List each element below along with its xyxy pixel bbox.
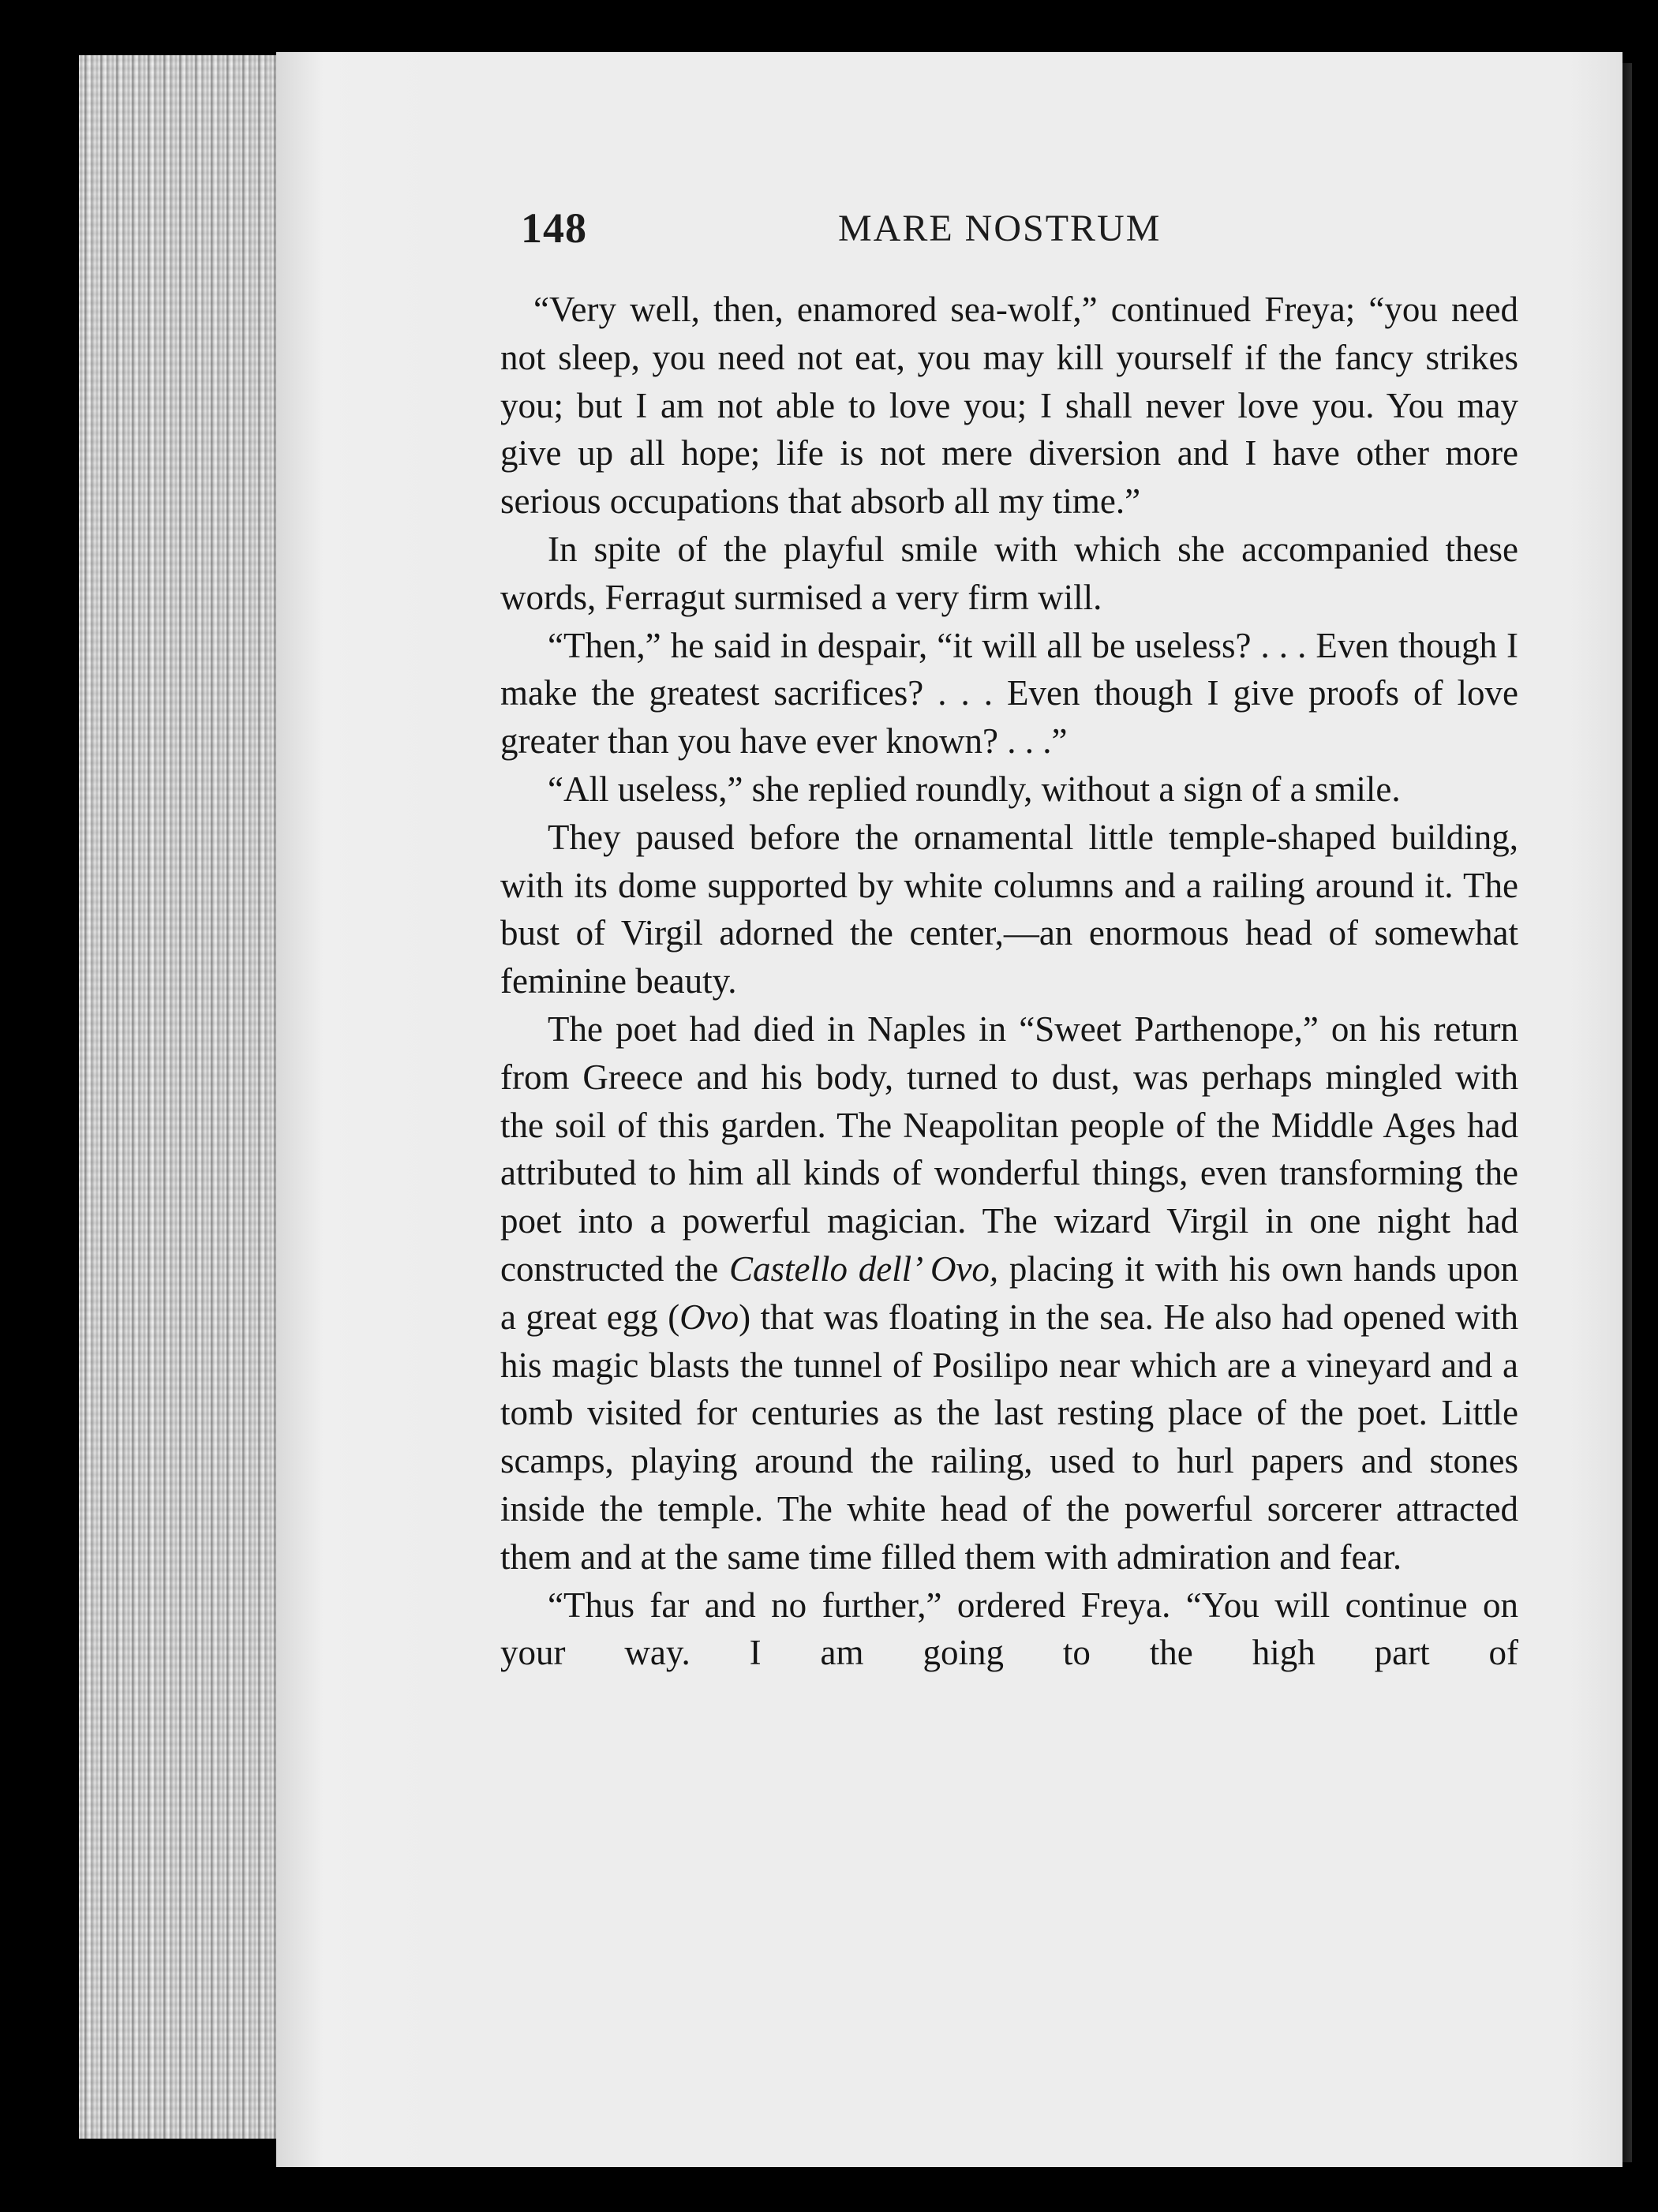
paragraph-text: “All useless,” she replied roundly, without a sign of a smile. — [548, 769, 1401, 809]
paragraph-text: They paused before the ornamental little temple-shaped building, with its dome supported by white columns and a railing around it. The bust of Virgil adorned the center,—an enormous head of somewhat feminine beauty. — [500, 817, 1518, 1001]
paragraph-3 — [500, 622, 1518, 765]
paragraph-text: ) that was floating in the sea. He also had opened with his magic blasts the tunnel of Posilipo near which are a vineyard and a tomb visited for centuries as the last resting place of the poet. Little scamps, playing around the railing, used to hurl papers and stones inside the temple. The white head of the powerful sorcerer attracted them and at the same time filled them with admiration and fear. — [500, 1297, 1518, 1577]
paragraph-5 — [500, 814, 1518, 1005]
book-title: MARE NOSTRUM — [838, 208, 1162, 249]
paragraph-text: “Thus far and no further,” ordered Freya. “You will continue on your way. I am going to the high part of — [500, 1585, 1518, 1673]
paragraph-text: “Then,” he said in despair, “it will all be useless? . . . Even though I make the greatest sacrifices? . . . Even though I give proofs of love greater than you have ever known? . . .” — [500, 625, 1518, 762]
page-number: 148 — [521, 204, 587, 252]
italic-word: Ovo — [679, 1297, 739, 1337]
paragraph-text: In spite of the playful smile with which she accompanied these words, Ferragut surmised a very firm will. — [500, 529, 1518, 617]
paragraph-text: placing it with his own hands upon a great egg ( — [500, 1248, 1518, 1337]
paragraph-4 — [500, 765, 1518, 814]
page-edges — [79, 55, 284, 2139]
paragraph-2 — [500, 526, 1518, 622]
paragraph-text: “Very well, then, enamored sea-wolf,” continued Freya; “you need not sleep, you need not eat, you may kill yourself if the fancy strikes you; but I am not able to love you; I shall never love you. You may give up all hope; life is not mere diversion and I have other more serious occupations that absorb all my time.” — [500, 290, 1518, 522]
body-text — [500, 286, 1518, 1677]
paragraph-text: The poet had died in Naples in “Sweet Parthenope,” on his return from Greece and his body, turned to dust, was perhaps mingled with the soil of this garden. The Neapolitan people of the Middle Ages had attributed to him all kinds of wonderful things, even transforming the poet into a powerful magician. The wizard Virgil in one night had constructed the — [500, 1009, 1518, 1289]
paragraph-6 — [500, 1005, 1518, 1581]
italic-phrase: Castello dell’ Ovo, — [728, 1248, 999, 1289]
paragraph-7 — [500, 1581, 1518, 1678]
running-head — [521, 204, 1484, 259]
paragraph-1 — [500, 286, 1518, 526]
